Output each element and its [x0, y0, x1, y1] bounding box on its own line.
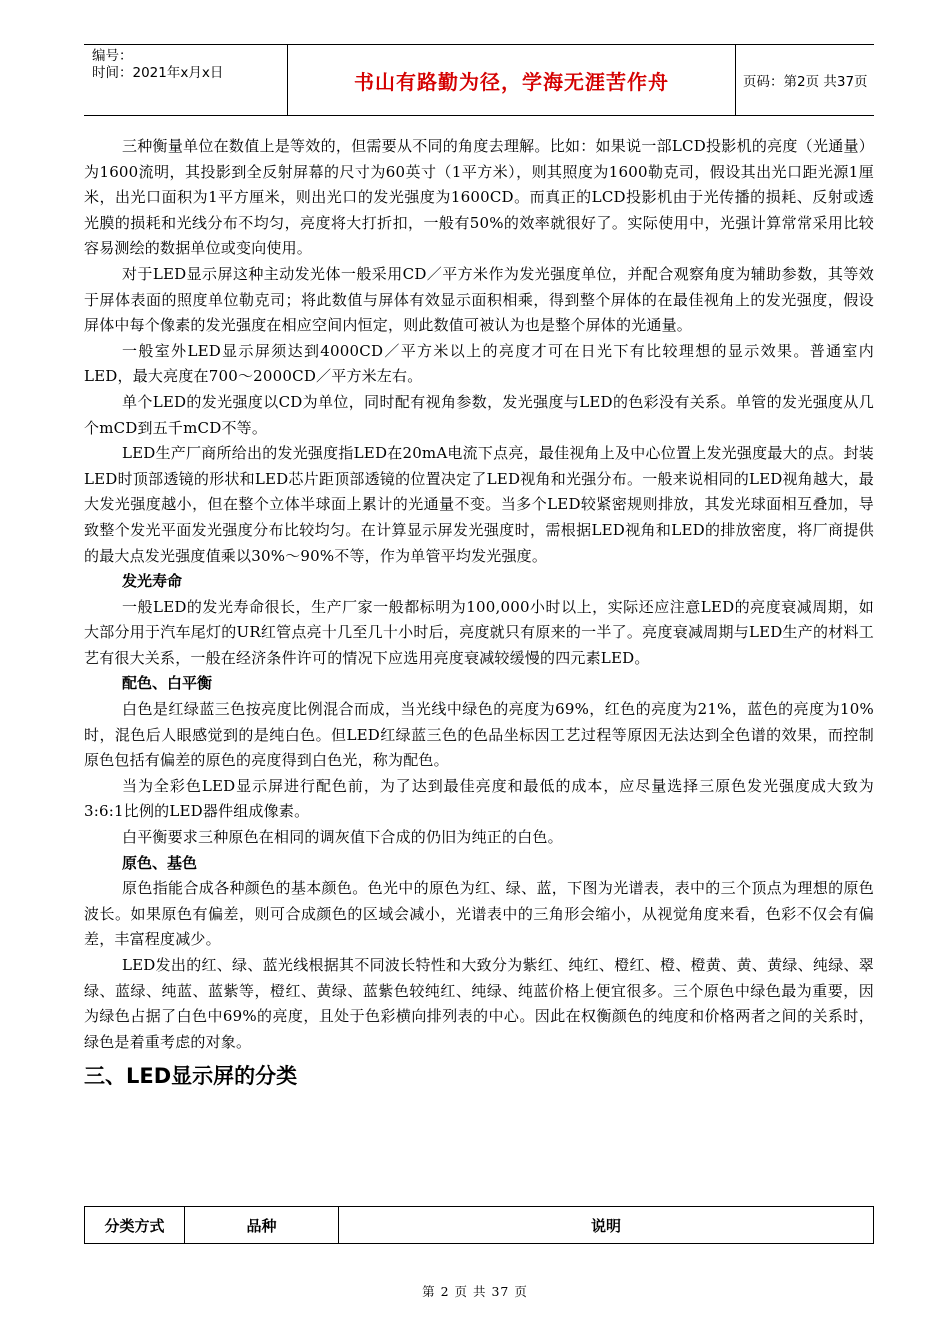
document-header: [84, 44, 874, 116]
table-header-cell: 品种: [185, 1207, 339, 1243]
classification-table-header: [84, 1206, 874, 1244]
header-page-cell: [735, 45, 882, 115]
paragraph: 三种衡量单位在数值上是等效的，但需要从不同的角度去理解。比如：如果说一部LCD投影机的亮度（光通量）为1600流明，其投影到全反射屏幕的尺寸为60英寸（1平方米），则其照度为1600勒克司，假设其出光口距光源1厘米，出光口面积为1平方厘米，则出光口的发光强度为1600CD。而真正的LCD投影机由于光传播的损耗、反射或透光膜的损耗和光线分布不均匀，亮度将大打折扣，一般有50%的效率就很好了。实际使用中，光强计算常常采用比较容易测绘的数据单位或变向使用。: [84, 137, 874, 258]
paragraph: LED发出的红、绿、蓝光线根据其不同波长特性和大致分为紫红、纯红、橙红、橙、橙黄、黄、黄绿、纯绿、翠绿、蓝绿、纯蓝、蓝紫等，橙红、黄绿、蓝紫色较纯红、纯绿、纯蓝价格上便宜很多。三个原色中绿色最为重要，因为绿色占据了白色中69%的亮度，且处于色彩横向排列表的中心。因此在权衡颜色的纯度和价格两者之间的关系时，绿色是着重考虑的对象。: [84, 956, 874, 1051]
paragraph: 白色是红绿蓝三色按亮度比例混合而成，当光线中绿色的亮度为69%，红色的亮度为21%，蓝色的亮度为10%时，混色后人眼感觉到的是纯白色。但LED红绿蓝三色的色品坐标因工艺过程等原因无法达到全色谱的效果，而控制原色包括有偏差的原色的亮度得到白色光，称为配色。: [84, 700, 874, 770]
paragraph: 一般LED的发光寿命很长，生产厂家一般都标明为100,000小时以上，实际还应注意LED的亮度衰减周期，如大部分用于汽车尾灯的UR红管点亮十几至几十小时后，亮度就只有原来的一半了。亮度衰减周期与LED生产的材料工艺有很大关系，一般在经济条件许可的情况下应选用亮度衰减较缓慢的四元素LED。: [84, 597, 874, 667]
paragraph: 当为全彩色LED显示屏进行配色前，为了达到最佳亮度和最低的成本，应尽量选择三原色发光强度成大致为3:6:1比例的LED器件组成像素。: [84, 776, 874, 821]
paragraph: LED生产厂商所给出的发光强度指LED在20mA电流下点亮，最佳视角上及中心位置上发光强度最大的点。封装LED时顶部透镜的形状和LED芯片距顶部透镜的位置决定了LED视角和光强分布。一般来说相同的LED视角越大，最大发光强度越小，但在整个立体半球面上累计的光通量不变。当多个LED较紧密规则排放，其发光球面相互叠加，导致整个发光平面发光强度分布比较均匀。在计算显示屏发光强度时，需根据LED视角和LED的排放密度，将厂商提供的最大点发光强度值乘以30%～90%不等，作为单管平均发光强度。: [84, 444, 874, 565]
section-title: 三、LED显示屏的分类: [84, 1064, 298, 1089]
page-footer: 第 2 页 共 37 页: [422, 1284, 528, 1299]
paragraph: 一般室外LED显示屏须达到4000CD／平方米以上的亮度才可在日光下有比较理想的显示效果。普通室内LED，最大亮度在700～2000CD／平方米左右。: [84, 341, 874, 386]
header-page-label: 页码：第2页 共37页: [743, 74, 868, 90]
table-header-cell: 说明: [590, 1216, 621, 1235]
heading-primary: 原色、基色: [122, 853, 198, 872]
paragraph: 白平衡要求三种原色在相同的调灰值下合成的仍旧为纯正的白色。: [122, 828, 563, 847]
paragraph: 对于LED显示屏这种主动发光体一般采用CD／平方米作为发光强度单位，并配合观察角度为辅助参数，其等效于屏体表面的照度单位勒克司；将此数值与屏体有效显示面积相乘，得到整个屏体的在最佳视角上的发光强度，假设屏体中每个像素的发光强度在相应空间内恒定，则此数值可被认为也是整个屏体的光通量。: [84, 264, 874, 335]
header-motto: 书山有路勤为径，学海无涯苦作舟: [354, 69, 669, 94]
heading-life: 发光寿命: [122, 572, 183, 591]
paragraph: 原色指能合成各种颜色的基本颜色。色光中的原色为红、绿、蓝，下图为光谱表，表中的三个顶点为理想的原色波长。如果原色有偏差，则可合成颜色的区域会减小，光谱表中的三角形会缩小，从视觉角度来看，色彩不仅会有偏差，丰富程度减少。: [84, 879, 874, 949]
header-motto-cell: [287, 45, 736, 115]
header-number-label: 编号：: [92, 48, 133, 64]
paragraph: 单个LED的发光强度以CD为单位，同时配有视角参数，发光强度与LED的色彩没有关系。单管的发光强度从几个mCD到五千mCD不等。: [84, 392, 874, 437]
header-time-label: 时间：2021年x月x日: [92, 65, 224, 81]
heading-color: 配色、白平衡: [122, 674, 213, 693]
header-meta: [84, 45, 295, 115]
table-header-cell: 分类方式: [85, 1207, 185, 1243]
document-body: [84, 134, 874, 1099]
